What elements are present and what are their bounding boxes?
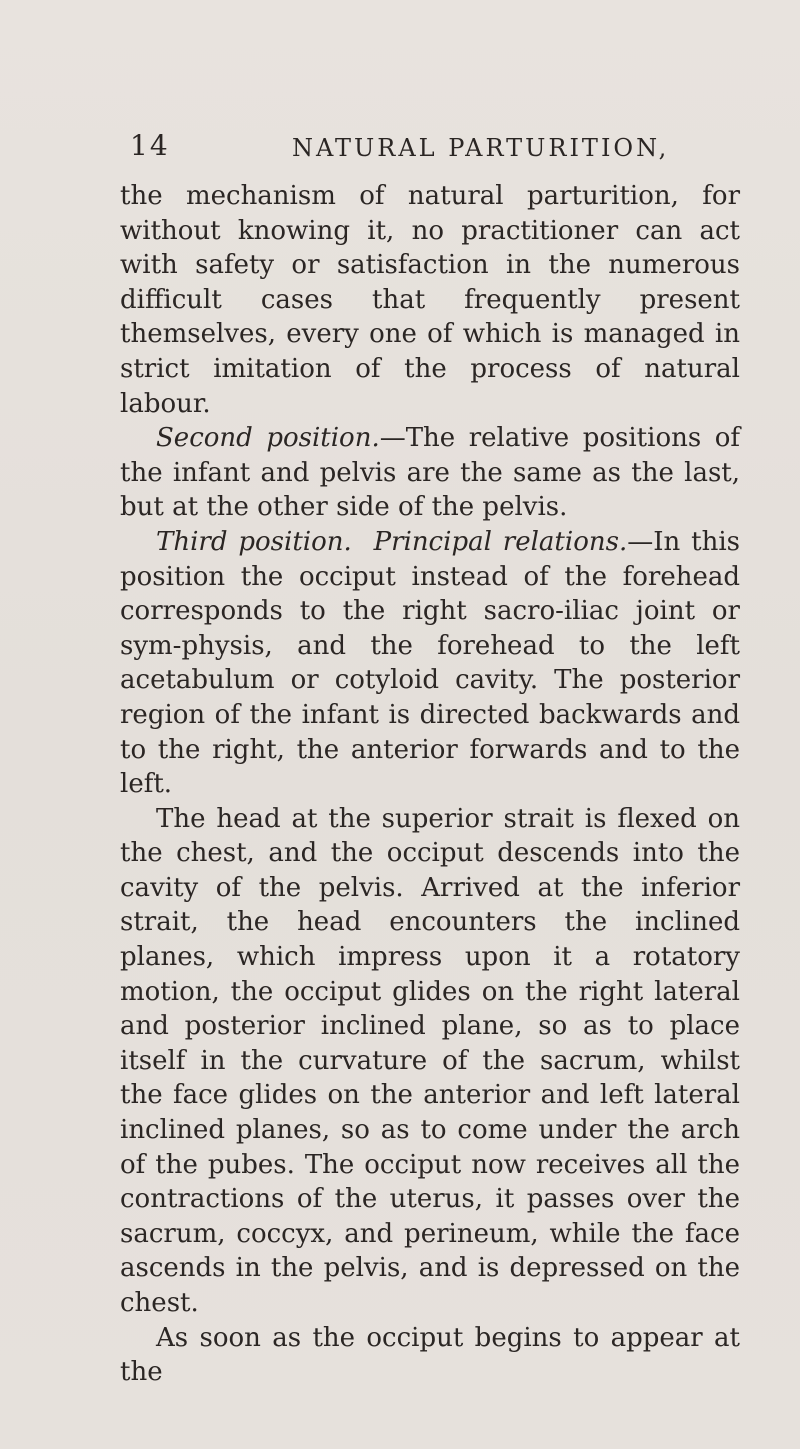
paragraph-3: [120, 525, 740, 802]
section-heading-third-position: Third position.: [156, 526, 352, 557]
paragraph-4-text: The head at the superior strait is flexed on the chest, and the occiput descends into the cavity of the pelvis. Arrived at the inferior strait, the head encounters the inclined planes, which impress upon it a rotatory motion, the occiput glides on the right lateral and posterior inclined plane, so as to place itself in the curvature of the sacrum, whilst the face glides on the anterior and left lateral inclined planes, so as to come under the arch of the pubes. The occiput now receives all the contractions of the uterus, it passes over the sacrum, coccyx, and perineum, while the face ascends in the pelvis, and is depressed on the chest.: [120, 803, 740, 1318]
running-title: NATURAL PARTURITION,: [292, 134, 670, 162]
paragraph-2-text: —The relative positions of the infant and pelvis are the same as the last, but at the other side of the pelvis.: [120, 423, 740, 523]
paragraph-4: [120, 802, 740, 1321]
paragraph-3-text: —In this position the occiput instead of the forehead corresponds to the right sacro-iliac joint or sym-physis, and the forehead to the left acetabulum or cotyloid cavity. The posterior region of the infant is directed backwards and to the right, the anterior forwards and to the left.: [120, 526, 740, 800]
paragraph-5: [120, 1321, 740, 1390]
paragraph-2: [120, 421, 740, 525]
body-text: [120, 179, 740, 1390]
section-heading-principal-relations: Principal relations.: [373, 526, 628, 557]
running-head: [0, 130, 800, 170]
paragraph-1-text: the mechanism of natural parturition, for without knowing it, no practitioner can act with safety or satisfaction in the numerous difficult cases that frequently present themselves, every one of which is managed in strict imitation of the process of natural labour.: [120, 181, 740, 419]
paragraph-5-text: As soon as the occiput begins to appear at the: [120, 1322, 740, 1388]
section-heading-second-position: Second position.: [156, 423, 380, 454]
page-number: 14: [130, 129, 170, 162]
paragraph-1: [120, 179, 740, 421]
